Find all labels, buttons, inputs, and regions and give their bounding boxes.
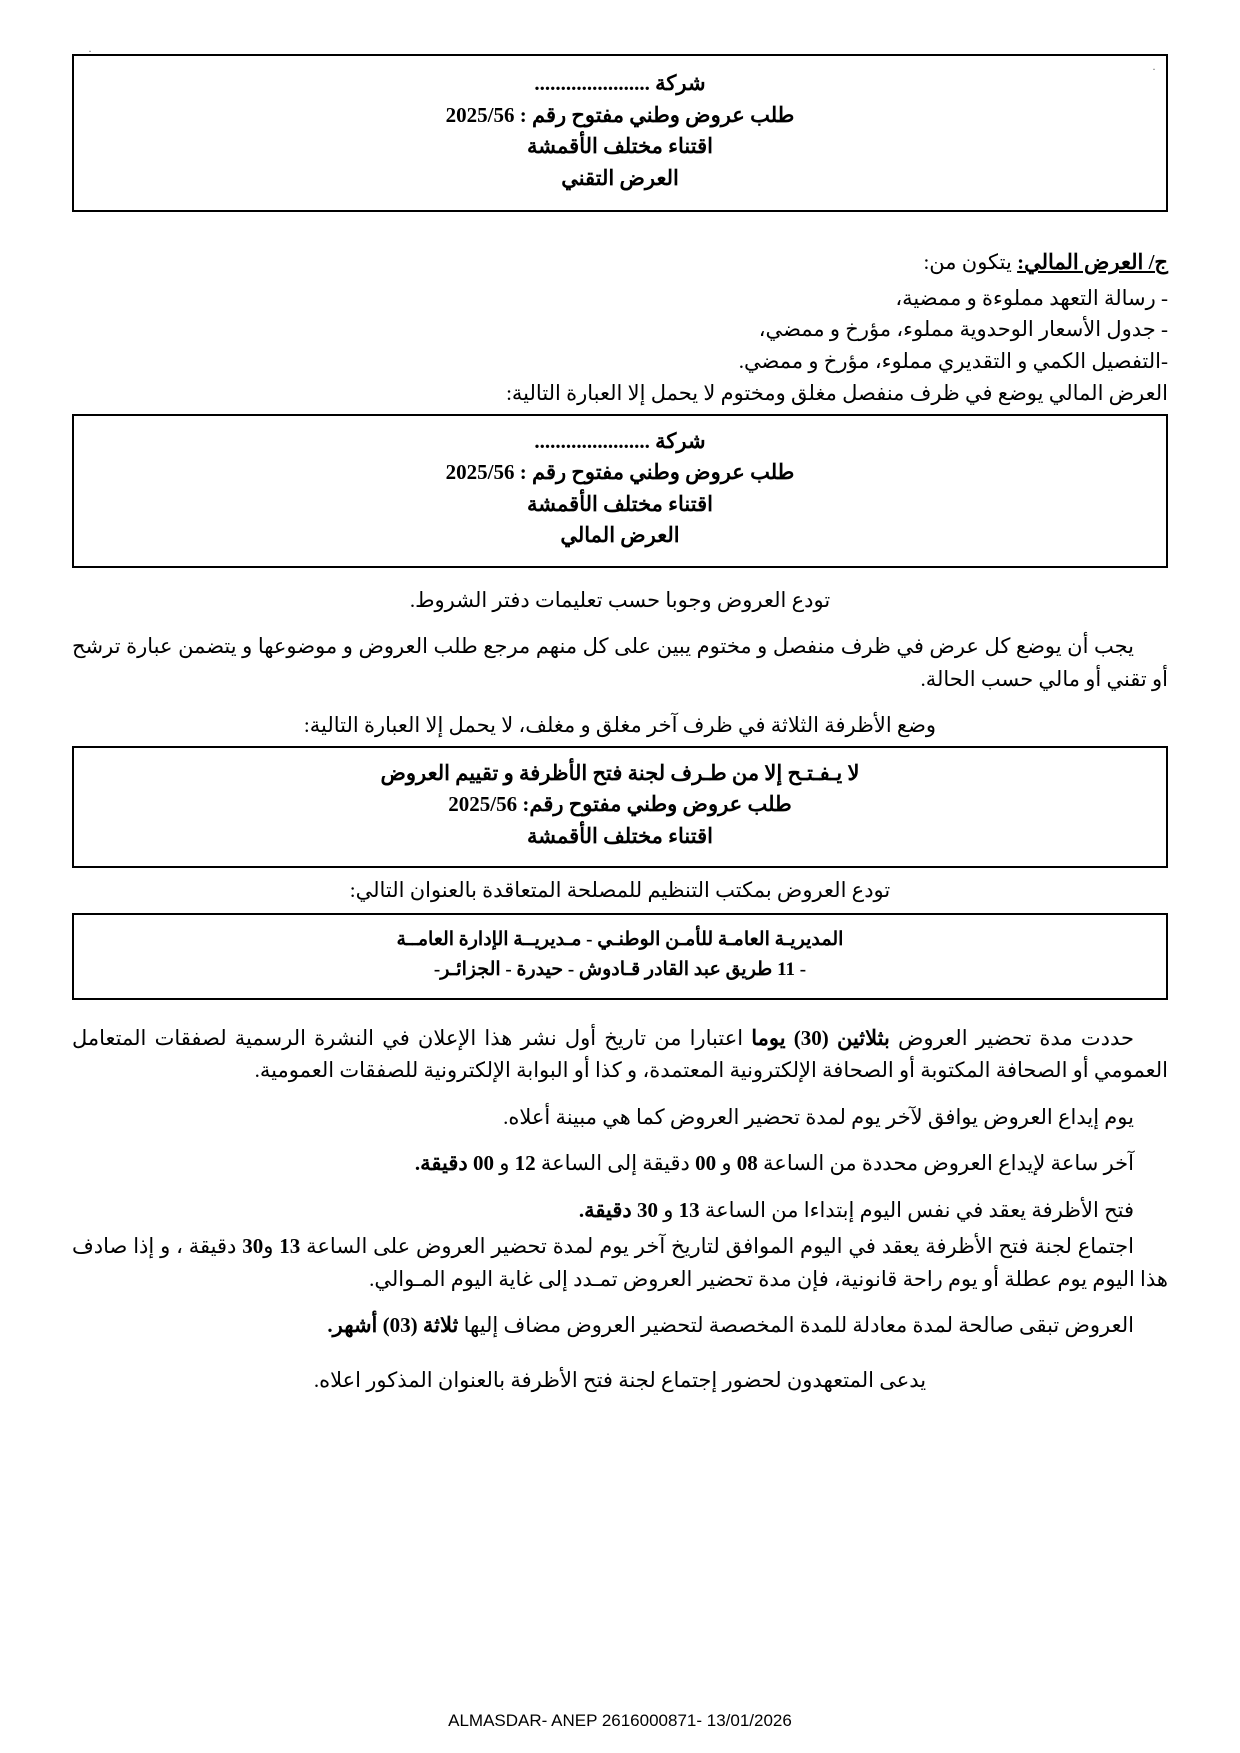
technical-offer-header-box <box>72 54 1168 212</box>
hours-sep-3: و <box>493 1151 515 1176</box>
sealed-box-tender-number-line: طلب عروض وطني مفتوح رقم: 2025/56 <box>448 792 792 817</box>
meeting-minute: 30 <box>242 1234 264 1259</box>
financial-box-offer-type-line: العرض المالي <box>560 523 680 548</box>
duration-post-text: اعتبارا من تاريخ أول نشر هذا الإعلان في النشرة الرسمية لصفقات المتعامل العمومي أو الصحافة المكتوبة أو الصحافة الإلكترونية المعتمدة، و كذا أو البوابة الإلكترونية للصفقات العمومية. <box>72 1025 1168 1083</box>
financial-box-company-line: شركة ...................... <box>534 428 706 453</box>
validity-period: ثلاثة (03) أشهر. <box>327 1313 459 1338</box>
address-box <box>72 913 1168 1000</box>
scan-artifact-top-right: · <box>1152 62 1156 76</box>
meeting-hour: 13 <box>279 1234 301 1259</box>
paragraph-invitation: يدعى المتعهدون لحضور إجتماع لجنة فتح الأظرفة بالعنوان المذكور اعلاه. <box>313 1367 927 1392</box>
paragraph-opening-time <box>72 1194 1168 1227</box>
financial-box-tender-number-line: طلب عروض وطني مفتوح رقم : 2025/56 <box>445 460 795 485</box>
hours-pre-text: آخر ساعة لإيداع العروض محددة من الساعة <box>757 1151 1134 1176</box>
hours-sep-2: دقيقة إلى الساعة <box>535 1151 696 1176</box>
paragraph-offer-validity <box>72 1309 1168 1342</box>
opening-sep: و <box>657 1197 679 1222</box>
paragraph-preparation-duration <box>72 1022 1168 1087</box>
hours-end-minute: 00 دقيقة. <box>414 1151 494 1176</box>
financial-item-1: - رسالة التعهد مملوءة و ممضية، <box>895 285 1168 310</box>
financial-offer-heading-bold: ج/ العرض المالي: <box>1017 250 1168 274</box>
sealed-box-do-not-open-line: لا يـفـتـح إلا من طـرف لجنة فتح الأظرفة و تقييم العروض <box>380 760 860 785</box>
financial-envelope-note: العرض المالي يوضع في ظرف منفصل مغلق ومختوم لا يحمل إلا العبارة التالية: <box>506 381 1168 406</box>
header-subject-line: اقتناء مختلف الأقمشة <box>527 134 713 158</box>
hours-sep-1: و <box>716 1151 737 1176</box>
opening-hour: 13 <box>678 1197 700 1222</box>
paragraph-committee-meeting <box>72 1230 1168 1295</box>
paragraph-deposit-hours <box>72 1147 1168 1180</box>
financial-box-subject-line: اقتناء مختلف الأقمشة <box>527 491 713 516</box>
header-offer-type-line: العرض التقني <box>561 165 679 190</box>
paragraph-last-deposit-day: يوم إيداع العروض يوافق لآخر يوم لمدة تحضير العروض كما هي مبينة أعلاه. <box>503 1104 1134 1129</box>
address-street-line: - 11 طريق عبد القادر قـادوش - حيدرة - الجزائـر- <box>433 959 807 981</box>
financial-offer-heading <box>72 246 1168 279</box>
paragraph-deposit-rules: تودع العروض وجوبا حسب تعليمات دفتر الشروط. <box>409 587 831 612</box>
sealed-box-subject-line: اقتناء مختلف الأقمشة <box>527 823 713 848</box>
sealed-envelope-box <box>72 746 1168 869</box>
opening-minute: 30 دقيقة. <box>578 1197 658 1222</box>
scan-artifact-top-left: · <box>88 44 92 58</box>
meeting-sep: و <box>263 1234 280 1259</box>
financial-item-2: - جدول الأسعار الوحدوية مملوء، مؤرخ و ممضي، <box>758 317 1168 342</box>
paragraph-three-envelopes: وضع الأظرفة الثلاثة في ظرف آخر مغلق و مغلف، لا يحمل إلا العبارة التالية: <box>303 713 937 738</box>
financial-offer-box <box>72 414 1168 568</box>
financial-offer-heading-rest: يتكون من: <box>923 250 1018 274</box>
address-organization-line: المديريـة العامـة للأمـن الوطنـي - مـديريــة الإدارة العامــة <box>396 928 844 950</box>
page-footer: ALMASDAR- ANEP 2616000871- 13/01/2026 <box>448 1711 792 1730</box>
hours-start-hour: 08 <box>736 1151 758 1176</box>
duration-value: بثلاثين (30) يوما <box>751 1025 890 1050</box>
header-tender-number-line: طلب عروض وطني مفتوح رقم : 2025/56 <box>445 102 795 127</box>
duration-pre-text: حددت مدة تحضير العروض <box>889 1025 1135 1050</box>
hours-start-minute: 00 <box>695 1151 717 1176</box>
header-company-line: شركة ...................... <box>534 71 706 95</box>
paragraph-separate-envelope: يجب أن يوضع كل عرض في ظرف منفصل و مختوم يبين على كل منهم مرجع طلب العروض و موضوعها و يتضمن عبارة ترشح أو تقني أو مالي حسب الحالة. <box>72 634 1168 691</box>
hours-end-hour: 12 <box>514 1151 536 1176</box>
opening-pre-text: فتح الأظرفة يعقد في نفس اليوم إبتداءا من الساعة <box>699 1197 1134 1222</box>
meeting-post-text: دقيقة ، و إذا صادف هذا اليوم يوم عطلة أو يوم راحة قانونية، فإن مدة تحضير العروض تمـدد إلى غاية اليوم المـوالي. <box>72 1234 1168 1291</box>
financial-item-3: -التفصيل الكمي و التقديري مملوء، مؤرخ و ممضي. <box>738 348 1168 373</box>
validity-pre-text: العروض تبقى صالحة لمدة معادلة للمدة المخصصة لتحضير العروض مضاف إليها <box>458 1313 1134 1338</box>
paragraph-deposit-address: تودع العروض بمكتب التنظيم للمصلحة المتعاقدة بالعنوان التالي: <box>349 878 891 903</box>
meeting-pre-text: اجتماع لجنة فتح الأظرفة يعقد في اليوم الموافق لتاريخ آخر يوم لمدة تحضير العروض على الساعة <box>300 1234 1134 1259</box>
